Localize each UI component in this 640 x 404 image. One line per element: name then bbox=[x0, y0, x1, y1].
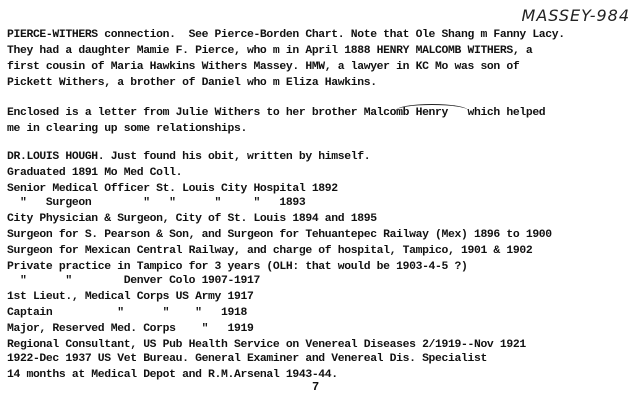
paragraph1-line: PIERCE-WITHERS connection. See Pierce-Borden Chart. Note that Ole Shang m Fanny Lacy. bbox=[7, 29, 565, 41]
paragraph3-line: 1922-Dec 1937 US Vet Bureau. General Examiner and Venereal Dis. Specialist bbox=[7, 353, 487, 365]
paragraph3-line: Regional Consultant, US Pub Health Service on Venereal Diseases 2/1919--Nov 1921 bbox=[7, 339, 526, 351]
paragraph3-line: 1st Lieut., Medical Corps US Army 1917 bbox=[7, 291, 254, 303]
paragraph1-line: They had a daughter Mamie F. Pierce, who m in April 1888 HENRY MALCOMB WITHERS, a bbox=[7, 45, 533, 57]
page-number: 7 bbox=[312, 380, 320, 394]
paragraph3-line: " Surgeon " " " " 1893 bbox=[7, 197, 306, 209]
paragraph3-line: Graduated 1891 Mo Med Coll. bbox=[7, 167, 183, 179]
paragraph1-line: Pickett Withers, a brother of Daniel who m Eliza Hawkins. bbox=[7, 77, 377, 89]
paragraph3-line: Surgeon for Mexican Central Railway, and charge of hospital, Tampico, 1901 & 1902 bbox=[7, 245, 533, 257]
paragraph3-line: Senior Medical Officer St. Louis City Hospital 1892 bbox=[7, 183, 338, 195]
paragraph3-line: " " Denver Colo 1907-1917 bbox=[7, 275, 260, 287]
paragraph2-line: me in clearing up some relationships. bbox=[7, 123, 247, 135]
paragraph3-line: 14 months at Medical Depot and R.M.Arsenal 1943-44. bbox=[7, 369, 338, 381]
paragraph3-line: Private practice in Tampico for 3 years (OLH: that would be 1903-4-5 ?) bbox=[7, 261, 468, 273]
paragraph3-line: Major, Reserved Med. Corps " 1919 bbox=[7, 323, 254, 335]
paragraph2-line: Enclosed is a letter from Julie Withers to her brother Malcomb Henry which helped bbox=[7, 107, 546, 119]
paragraph3-line: DR.LOUIS HOUGH. Just found his obit, written by himself. bbox=[7, 151, 371, 163]
paragraph3-line: City Physician & Surgeon, City of St. Louis 1894 and 1895 bbox=[7, 213, 377, 225]
paragraph3-line: Captain " " " 1918 bbox=[7, 307, 247, 319]
paragraph3-line: Surgeon for S. Pearson & Son, and Surgeon for Tehuantepec Railway (Mex) 1896 to 1900 bbox=[7, 229, 552, 241]
handwritten-reference: MASSEY-984 bbox=[521, 6, 630, 25]
paragraph1-line: first cousin of Maria Hawkins Withers Massey. HMW, a lawyer in KC Mo was son of bbox=[7, 61, 520, 73]
